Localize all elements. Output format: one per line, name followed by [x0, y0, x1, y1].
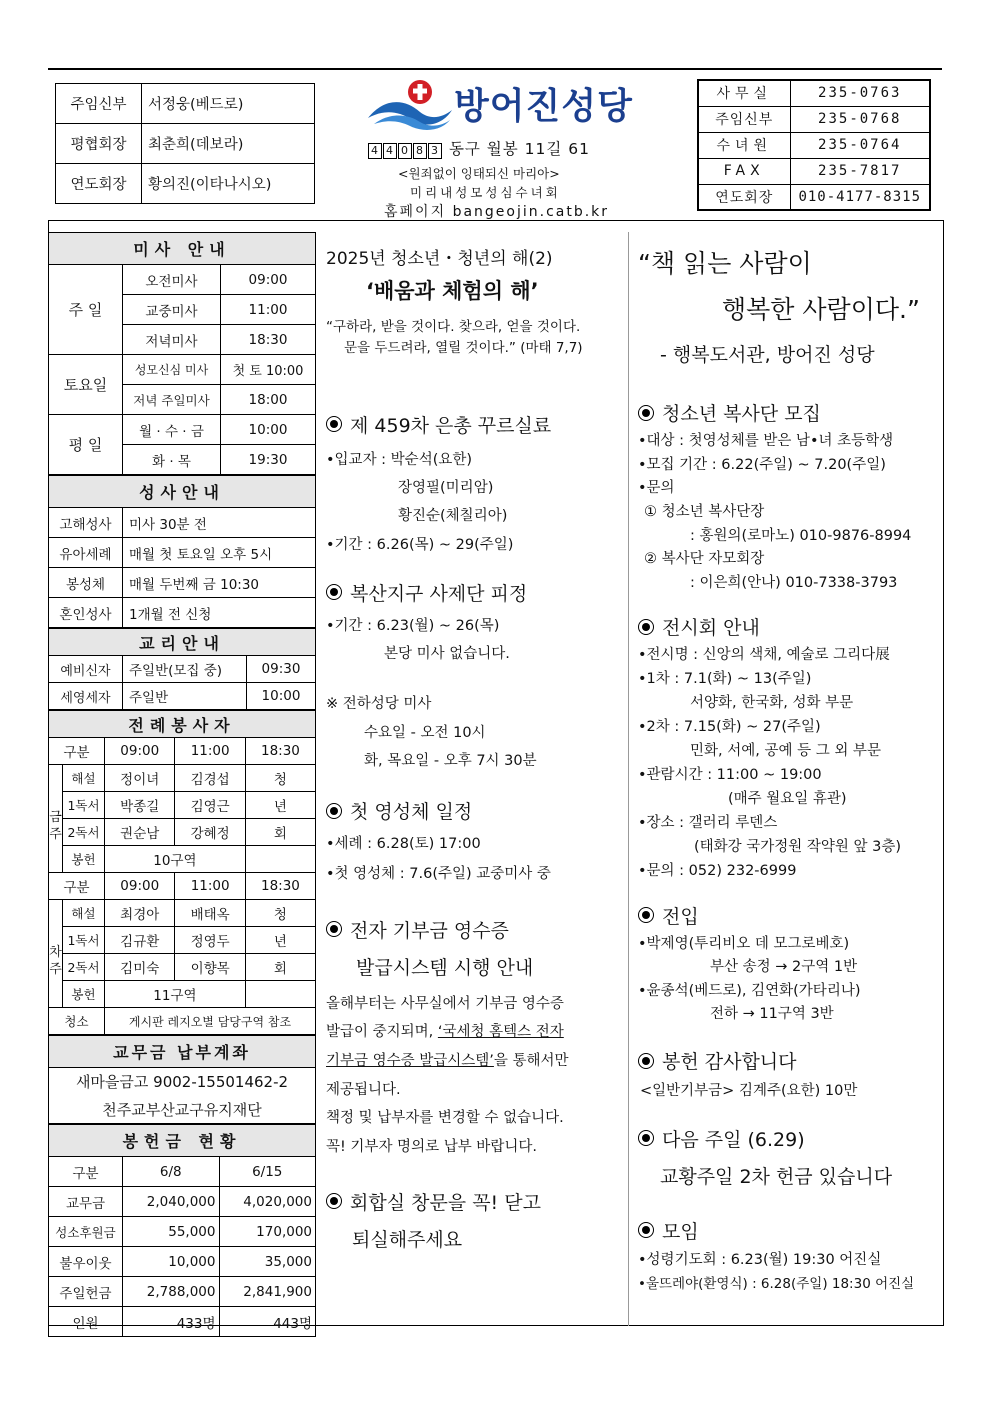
offering-type: 교무금: [49, 1187, 123, 1217]
server: 청: [245, 900, 315, 927]
year-title: 2025년 청소년・청년의 해(2): [326, 249, 553, 269]
liturgy-col: 11:00: [175, 873, 245, 900]
receipt-body: [326, 990, 626, 1162]
doctrine-name: 세영세자: [49, 683, 123, 710]
door-subtitle: 퇴실해주세요: [352, 1228, 463, 1251]
quote-line: “구하라, 받을 것이다. 찾으라, 얻을 것이다.: [326, 319, 581, 335]
bullet-icon: [326, 803, 342, 819]
meet-line: •울뜨레야(환영식) : 6.28(주일) 18:30 어진실: [638, 1275, 915, 1292]
right-column: [638, 238, 938, 1297]
cursillo-line: •기간 : 6.26(목) ~ 29(주일): [326, 536, 514, 553]
bullet-icon: [638, 1222, 654, 1238]
address-text: 동구 월봉 11길 61: [448, 140, 591, 158]
cursillo-line: 황진순(체칠리아): [398, 508, 508, 525]
receipt-line: 꼭! 기부자 명의로 납부 바랍니다.: [326, 1139, 537, 1156]
exhibit-line: 서양화, 한국화, 성화 부문: [690, 695, 854, 712]
communion-line: •세례 : 6.28(토) 17:00: [326, 836, 481, 853]
retreat-title: 복산지구 사제단 피정: [350, 582, 528, 605]
phone-label: 주임신부: [698, 106, 790, 132]
doctrine-class: 주일반(모집 중): [123, 656, 247, 683]
sacrament-title: 성사안내: [49, 476, 316, 508]
server: 청: [245, 765, 315, 792]
offering-amount: 35,000: [219, 1247, 316, 1277]
bullet-icon: [638, 907, 654, 923]
mass-name: 오전미사: [123, 265, 221, 295]
receipt-line: 기부금 영수증 발급시스템’을 통해서만: [326, 1053, 569, 1070]
sacrament-info: 매월 첫 토요일 오후 5시: [123, 538, 316, 568]
meet-line: •성령기도회 : 6.23(월) 19:30 어진실: [638, 1251, 882, 1268]
doctrine-name: 예비신자: [49, 656, 123, 683]
zip-digit: 0: [398, 143, 412, 159]
offering-type: 불우이웃: [49, 1247, 123, 1277]
bullet-icon: [326, 1193, 342, 1209]
bullet-icon: [326, 921, 342, 937]
receipt-line: 책정 및 납부자를 변경할 수 없습니다.: [326, 1110, 564, 1127]
sunday-label: 주 일: [49, 265, 123, 355]
mass-name: 화 · 목: [123, 445, 221, 475]
zip-digit: 4: [368, 143, 382, 159]
zip-digit: 3: [428, 143, 442, 159]
server: 이향목: [175, 954, 245, 981]
weekday-label: 평 일: [49, 415, 123, 475]
server: 년: [245, 927, 315, 954]
staff-name: 최춘희(데보라): [142, 124, 315, 164]
phone-number: 235-0763: [790, 80, 930, 106]
mass-time: 19:30: [221, 445, 316, 475]
book-line: “책 읽는 사람이: [638, 249, 812, 278]
move-line: 부산 송정 → 2구역 1반: [710, 959, 858, 976]
move-heading: [638, 902, 938, 929]
receipt-subtitle: 발급시스템 시행 안내: [356, 956, 534, 979]
mass-name: 성모신심 미사: [123, 355, 221, 385]
offering-amount: 4,020,000: [219, 1187, 316, 1217]
role: 봉헌: [63, 846, 105, 873]
next-heading: [638, 1125, 938, 1152]
offering-col: 구분: [49, 1157, 123, 1187]
altar-line: •문의: [638, 480, 675, 497]
move-body: [638, 933, 938, 1028]
cursillo-title: 제 459차 은총 꾸르실료: [350, 414, 552, 437]
server: 김규환: [105, 927, 175, 954]
book-line: 행복한 사람이다.”: [722, 295, 920, 324]
role: 해설: [63, 900, 105, 927]
altar-line: : 홍원의(로마노) 010-9876-8994: [690, 527, 912, 544]
retreat-heading: [326, 579, 626, 606]
mass-name: 월 · 수 · 금: [123, 415, 221, 445]
phone-number: 235-0764: [790, 132, 930, 158]
offering-title: 봉헌금 현황: [49, 1125, 316, 1157]
left-column: [48, 232, 316, 1337]
offer-district: 11구역: [105, 981, 246, 1008]
sacrament-info: 1개월 전 신청: [123, 598, 316, 628]
congregation: 미리내성모성심수녀회: [410, 185, 561, 200]
thanks-heading: [638, 1047, 938, 1074]
middle-column: [326, 238, 626, 1252]
bullet-icon: [326, 416, 342, 432]
offering-amount: 10,000: [123, 1247, 220, 1277]
bullet-icon: [326, 584, 342, 600]
move-line: 전하 → 11구역 3반: [710, 1006, 834, 1023]
offer-district: 10구역: [105, 846, 246, 873]
thanks-line: <일반기부금> 김계주(요한) 10만: [640, 1083, 858, 1100]
account-holder: 천주교부산교구유지재단: [49, 1096, 316, 1124]
homepage-label: 홈페이지: [384, 204, 447, 220]
phone-box: [697, 79, 931, 211]
saturday-label: 토요일: [49, 355, 123, 415]
communion-title: 첫 영성체 일정: [350, 801, 473, 824]
role: 해설: [63, 765, 105, 792]
altar-line: : 이은희(안나) 010-7338-3793: [690, 574, 898, 591]
liturgy-col: 09:00: [105, 738, 175, 765]
offering-amount: 2,040,000: [123, 1187, 220, 1217]
liturgy-title: 전례봉사자: [49, 711, 316, 738]
altar-line: •모집 기간 : 6.22(주일) ~ 7.20(주일): [638, 456, 886, 473]
mass-time: 09:00: [221, 265, 316, 295]
exhibit-heading: [638, 613, 938, 640]
meet-heading: [638, 1217, 938, 1244]
book-credit: - 행복도서관, 방어진 성당: [660, 344, 875, 366]
parish-logo-icon: [364, 78, 454, 130]
liturgy-col: 11:00: [175, 738, 245, 765]
communion-heading: [326, 797, 626, 824]
meet-title: 모임: [662, 1220, 699, 1243]
receipt-line: 올해부터는 사무실에서 기부금 영수증: [326, 995, 564, 1012]
receipt-title: 전자 기부금 영수증: [350, 919, 509, 942]
phone-label: 사무실: [698, 80, 790, 106]
retreat-line: 본당 미사 없습니다.: [384, 646, 510, 663]
role: 1독서: [63, 927, 105, 954]
doctrine-time: 09:30: [247, 656, 316, 683]
altar-heading: [638, 399, 938, 426]
jeonha-body: [326, 690, 626, 775]
role: 2독서: [63, 954, 105, 981]
offering-table: [48, 1124, 316, 1337]
cursillo-line: •입교자 : 박순석(요한): [326, 451, 473, 468]
offering-amount: 2,788,000: [123, 1277, 220, 1307]
exhibit-line: •2차 : 7.15(화) ~ 27(주일): [638, 719, 821, 736]
week-label: 차 주: [49, 900, 63, 1008]
bullet-icon: [638, 1130, 654, 1146]
liturgy-table: [48, 710, 316, 1035]
move-line: •윤종석(베드로), 김연화(가타리나): [638, 982, 861, 999]
mass-time: 첫 토 10:00: [221, 355, 316, 385]
mass-time: 10:00: [221, 415, 316, 445]
server: 박종길: [105, 792, 175, 819]
doctrine-title: 교리안내: [49, 629, 316, 656]
server: 김영근: [175, 792, 245, 819]
liturgy-col: 09:00: [105, 873, 175, 900]
doctrine-time: 10:00: [247, 683, 316, 710]
communion-body: [326, 830, 626, 889]
server: 김미숙: [105, 954, 175, 981]
communion-line: •첫 영성체 : 7.6(주일) 교중미사 중: [326, 865, 551, 882]
altar-line: ② 복사단 자모회장: [644, 551, 765, 568]
bullet-icon: [638, 405, 654, 421]
cursillo-heading: [326, 411, 626, 438]
retreat-body: [326, 612, 626, 669]
server: 강혜정: [175, 819, 245, 846]
sacrament-name: 혼인성사: [49, 598, 123, 628]
liturgy-col: 18:30: [245, 738, 315, 765]
doctrine-table: [48, 628, 316, 710]
door-heading: [326, 1188, 626, 1215]
staff-name: 황의진(이타나시오): [142, 164, 315, 204]
staff-role: 연도회장: [56, 164, 142, 204]
account-table: [48, 1035, 316, 1124]
homepage: [384, 201, 609, 221]
phone-label: 연도회장: [698, 184, 790, 210]
offering-type: 인원: [49, 1307, 123, 1337]
account-number: 새마을금고 9002-15501462-2: [49, 1068, 316, 1096]
empty-cell: [245, 846, 315, 873]
exhibit-line: •장소 : 갤러리 루덴스: [638, 814, 778, 831]
offering-col: 6/15: [219, 1157, 316, 1187]
server: 회: [245, 819, 315, 846]
cleaning-label: 청소: [49, 1008, 105, 1035]
mass-name: 저녁미사: [123, 325, 221, 355]
jeonha-line: 화, 목요일 - 오후 7시 30분: [364, 752, 537, 769]
sacrament-table: [48, 475, 316, 628]
exhibit-line: (태화강 국가정원 작약원 앞 3층): [694, 838, 902, 855]
parish-name: 방어진성당: [454, 86, 633, 127]
exhibit-line: •1차 : 7.1(화) ~ 13(주일): [638, 671, 812, 688]
role: 1독서: [63, 792, 105, 819]
altar-body: [638, 430, 938, 595]
cleaning-info: 게시판 레지오별 담당구역 참조: [105, 1008, 316, 1035]
server: 김경섭: [175, 765, 245, 792]
role: 2독서: [63, 819, 105, 846]
top-rule: [48, 68, 942, 70]
door-title: 회합실 창문을 꼭! 닫고: [350, 1191, 541, 1214]
receipt-heading: [326, 916, 626, 943]
server: 최경아: [105, 900, 175, 927]
server: 정이녀: [105, 765, 175, 792]
address: [368, 137, 590, 159]
next-line: 교황주일 2차 헌금 있습니다: [660, 1165, 893, 1188]
exhibit-line: •문의 : 052) 232-6999: [638, 862, 797, 879]
staff-name: 서정웅(베드로): [142, 84, 315, 124]
quote-line: 문을 두드려라, 열릴 것이다.” (마태 7,7): [344, 339, 583, 356]
cursillo-line: 장영필(미리암): [398, 480, 494, 497]
mass-table: [48, 232, 316, 475]
move-line: •박제영(투리비오 데 모그로베호): [638, 935, 850, 952]
liturgy-col: 구분: [49, 738, 105, 765]
exhibit-title: 전시회 안내: [662, 617, 760, 640]
zip-digit: 8: [413, 143, 427, 159]
exhibit-body: [638, 644, 938, 883]
mass-time: 18:00: [221, 385, 316, 415]
doctrine-class: 주일반: [123, 683, 247, 710]
account-title: 교무금 납부계좌: [49, 1036, 316, 1068]
column-divider: [628, 232, 629, 1326]
phone-label: 수녀원: [698, 132, 790, 158]
offering-amount: 170,000: [219, 1217, 316, 1247]
mass-name: 저녁 주일미사: [123, 385, 221, 415]
liturgy-col: 18:30: [245, 873, 315, 900]
empty-cell: [245, 981, 315, 1008]
offering-amount: 55,000: [123, 1217, 220, 1247]
liturgy-col: 구분: [49, 873, 105, 900]
sacrament-name: 봉성체: [49, 568, 123, 598]
offering-col: 6/8: [123, 1157, 220, 1187]
server: 년: [245, 792, 315, 819]
week-label: 금 주: [49, 765, 63, 873]
next-title: 다음 주일 (6.29): [662, 1128, 805, 1151]
offering-amount: 2,841,900: [219, 1277, 316, 1307]
altar-line: •대상 : 첫영성체를 받은 남•녀 초등학생: [638, 433, 894, 449]
offering-type: 주일헌금: [49, 1277, 123, 1307]
exhibit-line: 민화, 서예, 공예 등 그 외 부문: [690, 743, 881, 760]
mass-time: 18:30: [221, 325, 316, 355]
meet-body: [638, 1248, 938, 1297]
bullet-icon: [638, 1053, 654, 1069]
mass-name: 교중미사: [123, 295, 221, 325]
mass-title: 미사 안내: [49, 233, 316, 265]
homepage-url[interactable]: bangeojin.catb.kr: [452, 204, 610, 220]
offering-type: 성소후원금: [49, 1217, 123, 1247]
server: 권순남: [105, 819, 175, 846]
move-title: 전입: [662, 905, 699, 928]
staff-role: 평협회장: [56, 124, 142, 164]
thanks-title: 봉헌 감사합니다: [662, 1051, 797, 1074]
server: 정영두: [175, 927, 245, 954]
sacrament-info: 미사 30분 전: [123, 508, 316, 538]
zip-digit: 4: [383, 143, 397, 159]
altar-title: 청소년 복사단 모집: [662, 403, 821, 425]
cursillo-body: [326, 446, 626, 559]
staff-role: 주임신부: [56, 84, 142, 124]
exhibit-line: (매주 월요일 휴관): [728, 790, 847, 807]
phone-number: 235-7817: [790, 158, 930, 184]
jeonha-line: 수요일 - 오전 10시: [364, 724, 486, 741]
phone-number: 010-4177-8315: [790, 184, 930, 210]
year-theme: ‘배움과 체험의 해’: [366, 279, 539, 303]
altar-line: ① 청소년 복사단장: [644, 503, 765, 520]
phone-label: FAX: [698, 158, 790, 184]
motto: <원죄없이 잉태되신 마리아>: [398, 166, 560, 181]
bullet-icon: [638, 619, 654, 635]
role: 봉헌: [63, 981, 105, 1008]
retreat-line: •기간 : 6.23(월) ~ 26(목): [326, 617, 500, 634]
jeonha-line: ※ 전하성당 미사: [326, 696, 432, 713]
mass-time: 11:00: [221, 295, 316, 325]
staff-box: [55, 83, 315, 204]
sacrament-info: 매월 두번째 금 10:30: [123, 568, 316, 598]
server: 회: [245, 954, 315, 981]
offering-amount: 433명: [123, 1307, 220, 1337]
receipt-line: 제공됩니다.: [326, 1081, 401, 1098]
server: 배태옥: [175, 900, 245, 927]
sacrament-name: 고해성사: [49, 508, 123, 538]
receipt-line: 발급이 중지되며, ‘국세청 홈텍스 전자: [326, 1024, 564, 1041]
offering-amount: 443명: [219, 1307, 316, 1337]
phone-number: 235-0768: [790, 106, 930, 132]
exhibit-line: •전시명 : 신앙의 색채, 예술로 그리다展: [638, 647, 890, 664]
exhibit-line: •관람시간 : 11:00 ~ 19:00: [638, 766, 822, 783]
sacrament-name: 유아세례: [49, 538, 123, 568]
